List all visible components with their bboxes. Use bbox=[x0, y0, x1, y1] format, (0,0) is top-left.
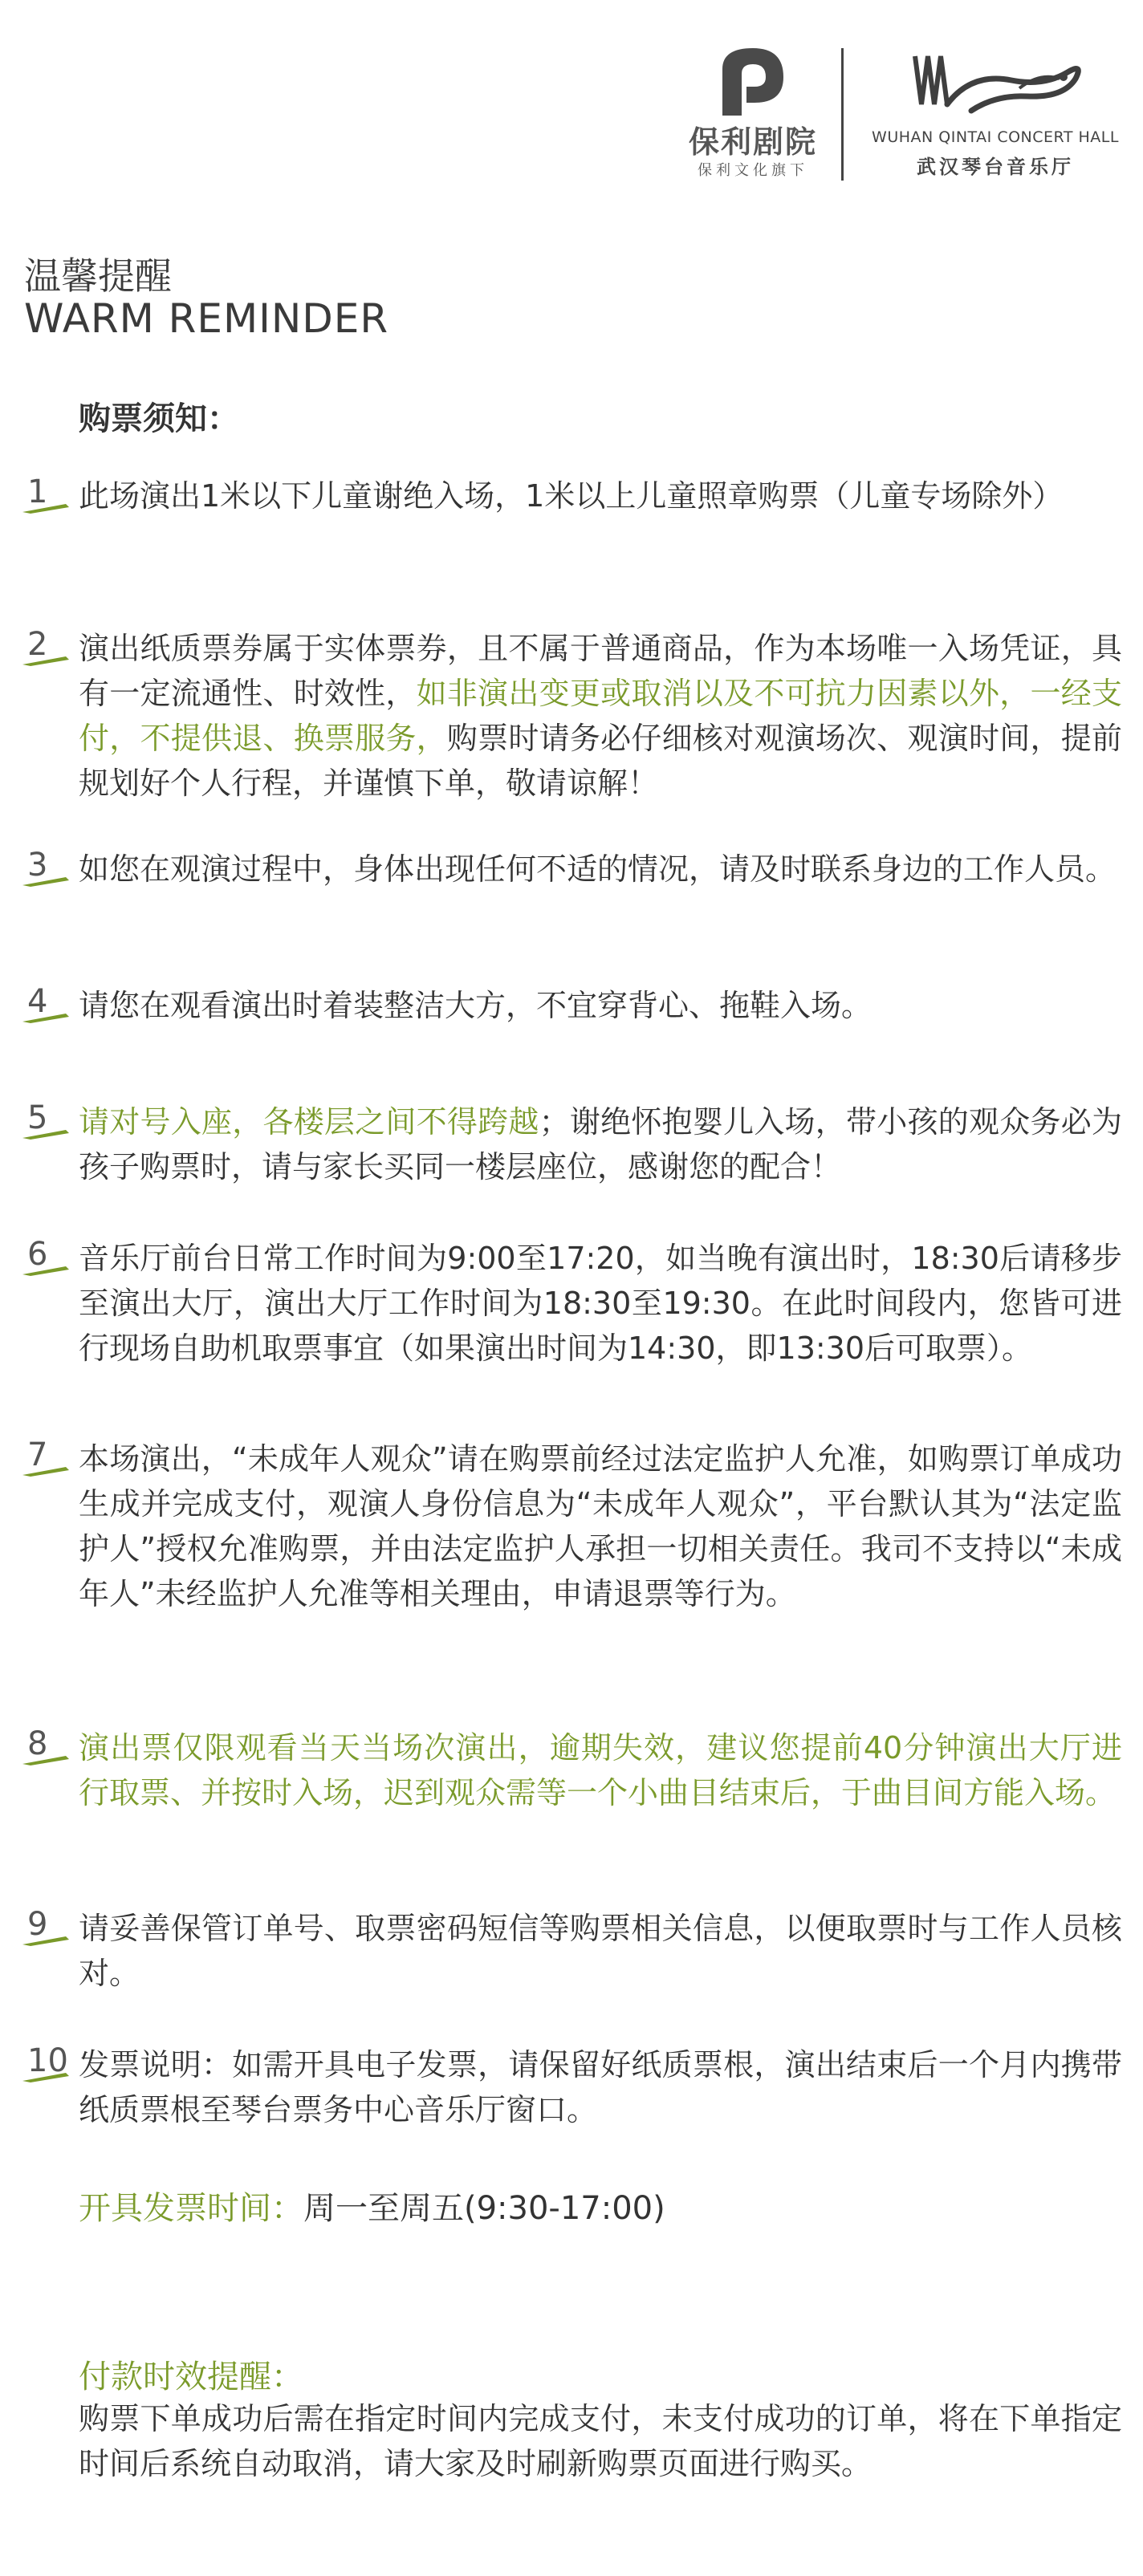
invoice-time bbox=[79, 2183, 665, 2229]
green-underline-mark-icon bbox=[22, 1127, 69, 1140]
item-text bbox=[79, 626, 1122, 806]
item-number-text: 6 bbox=[27, 1236, 48, 1273]
item-text-segment: ；谢绝怀抱婴儿入场，带小孩的观众务必为孩子购票时，请与家长买同一楼层座位，感谢您的配合！ bbox=[79, 1104, 1122, 1184]
header bbox=[0, 40, 1143, 185]
item-text-segment: 请您在观看演出时着装整洁大方，不宜穿背心、拖鞋入场。 bbox=[79, 988, 873, 1023]
item-number-text: 1 bbox=[27, 473, 48, 510]
qintai-wave-logo-icon bbox=[899, 48, 1092, 120]
item-number-text: 4 bbox=[27, 983, 48, 1020]
item-text-segment: 请妥善保管订单号、取票密码短信等购票相关信息，以便取票时与工作人员核对。 bbox=[79, 1911, 1122, 1991]
item-text bbox=[79, 1725, 1122, 1815]
invoice-time-value: 周一至周五(9:30-17:00) bbox=[303, 2190, 665, 2227]
green-underline-mark-icon bbox=[22, 1464, 69, 1477]
item-number-text: 3 bbox=[27, 847, 48, 884]
item-number bbox=[22, 1906, 71, 1954]
item-number bbox=[22, 1725, 71, 1774]
page-title-chinese: 温馨提醒 bbox=[24, 254, 172, 298]
item-number bbox=[22, 1236, 71, 1284]
item-text bbox=[79, 473, 1122, 518]
item-number bbox=[22, 473, 71, 522]
green-underline-mark-icon bbox=[22, 1753, 69, 1765]
item-text-segment: 音乐厅前台日常工作时间为9:00至17:20，如当晚有演出时，18:30后请移步至演出大厅，演出大厅工作时间为18:30至19:30。在此时间段内，您皆可进行现场自助机取票事宜（如果演出时间为14:30，即13:30后可取票）。 bbox=[79, 1241, 1122, 1366]
item-number-text: 5 bbox=[27, 1099, 48, 1136]
item-text-segment: 发票说明：如需开具电子发票，请保留好纸质票根，演出结束后一个月内携带纸质票根至琴台票务中心音乐厅窗口。 bbox=[79, 2047, 1122, 2127]
item-number-text: 10 bbox=[27, 2042, 68, 2079]
item-number bbox=[22, 1436, 71, 1485]
green-underline-mark-icon bbox=[22, 874, 69, 887]
payment-reminder-heading: 付款时效提醒： bbox=[79, 2359, 303, 2395]
item-text bbox=[79, 1099, 1122, 1189]
item-number bbox=[22, 983, 71, 1031]
highlighted-text: 请对号入座，各楼层之间不得跨越 bbox=[79, 1104, 539, 1140]
item-number-text: 9 bbox=[27, 1906, 48, 1943]
item-number-text: 8 bbox=[27, 1725, 48, 1762]
item-number bbox=[22, 1099, 71, 1148]
item-number bbox=[22, 847, 71, 895]
green-underline-mark-icon bbox=[22, 653, 69, 666]
green-underline-mark-icon bbox=[22, 1010, 69, 1023]
poly-p-logo-icon bbox=[714, 45, 791, 119]
qintai-chinese-name: 武汉琴台音乐厅 bbox=[917, 156, 1074, 178]
item-text-segment: 本场演出，“未成年人观众”请在购票前经过法定监护人允准，如购票订单成功生成并完成支付，观演人身份信息为“未成年人观众”，平台默认其为“法定监护人”授权允准购票，并由法定监护人承担一切相关责任。我司不支持以“未成年人”未经监护人允准等相关理由，申请退票等行为。 bbox=[79, 1441, 1122, 1611]
item-text bbox=[79, 983, 1122, 1028]
notice-heading: 购票须知： bbox=[79, 400, 239, 437]
qintai-concert-hall-logo bbox=[859, 40, 1132, 185]
item-number bbox=[22, 2042, 71, 2090]
green-underline-mark-icon bbox=[22, 1263, 69, 1276]
poly-theatre-subtitle: 保利文化旗下 bbox=[698, 162, 808, 179]
item-number bbox=[22, 626, 71, 674]
item-text-segment: 购票时请务必仔细核对观演场次、观演时间，提前规划好个人行程，并谨慎下单，敬请谅解！ bbox=[79, 721, 1122, 801]
invoice-time-label: 开具发票时间： bbox=[79, 2190, 303, 2227]
item-text-segment: 演出纸质票券属于实体票券，且不属于普通商品，作为本场唯一入场凭证，具有一定流通性、时效性， bbox=[79, 631, 1122, 711]
item-number-text: 7 bbox=[27, 1436, 48, 1473]
highlighted-text: 如非演出变更或取消以及不可抗力因素以外，一经支付，不提供退、换票服务， bbox=[79, 676, 1122, 756]
highlighted-text: 演出票仅限观看当天当场次演出，逾期失效，建议您提前40分钟演出大厅进行取票、并按时入场，迟到观众需等一个小曲目结束后，于曲目间方能入场。 bbox=[79, 1730, 1122, 1810]
item-text-segment: 此场演出1米以下儿童谢绝入场，1米以上儿童照章购票（儿童专场除外） bbox=[79, 478, 1064, 514]
green-underline-mark-icon bbox=[22, 2070, 69, 2082]
item-text bbox=[79, 847, 1122, 892]
item-text bbox=[79, 1436, 1122, 1616]
qintai-english-name: WUHAN QINTAI CONCERT HALL bbox=[872, 128, 1119, 146]
green-underline-mark-icon bbox=[22, 1933, 69, 1946]
item-text-segment: 如您在观演过程中，身体出现任何不适的情况，请及时联系身边的工作人员。 bbox=[79, 851, 1117, 887]
logo-divider bbox=[841, 48, 844, 181]
item-text bbox=[79, 1236, 1122, 1371]
item-text bbox=[79, 1906, 1122, 1996]
poly-theatre-logo bbox=[681, 40, 825, 185]
item-text bbox=[79, 2042, 1122, 2132]
item-number-text: 2 bbox=[27, 626, 48, 663]
page-title-english: WARM REMINDER bbox=[24, 295, 389, 342]
poly-theatre-name: 保利剧院 bbox=[688, 124, 817, 160]
payment-reminder-text: 购票下单成功后需在指定时间内完成支付，未支付成功的订单，将在下单指定时间后系统自动取消，请大家及时刷新购票页面进行购买。 bbox=[79, 2401, 1122, 2481]
green-underline-mark-icon bbox=[22, 501, 69, 514]
